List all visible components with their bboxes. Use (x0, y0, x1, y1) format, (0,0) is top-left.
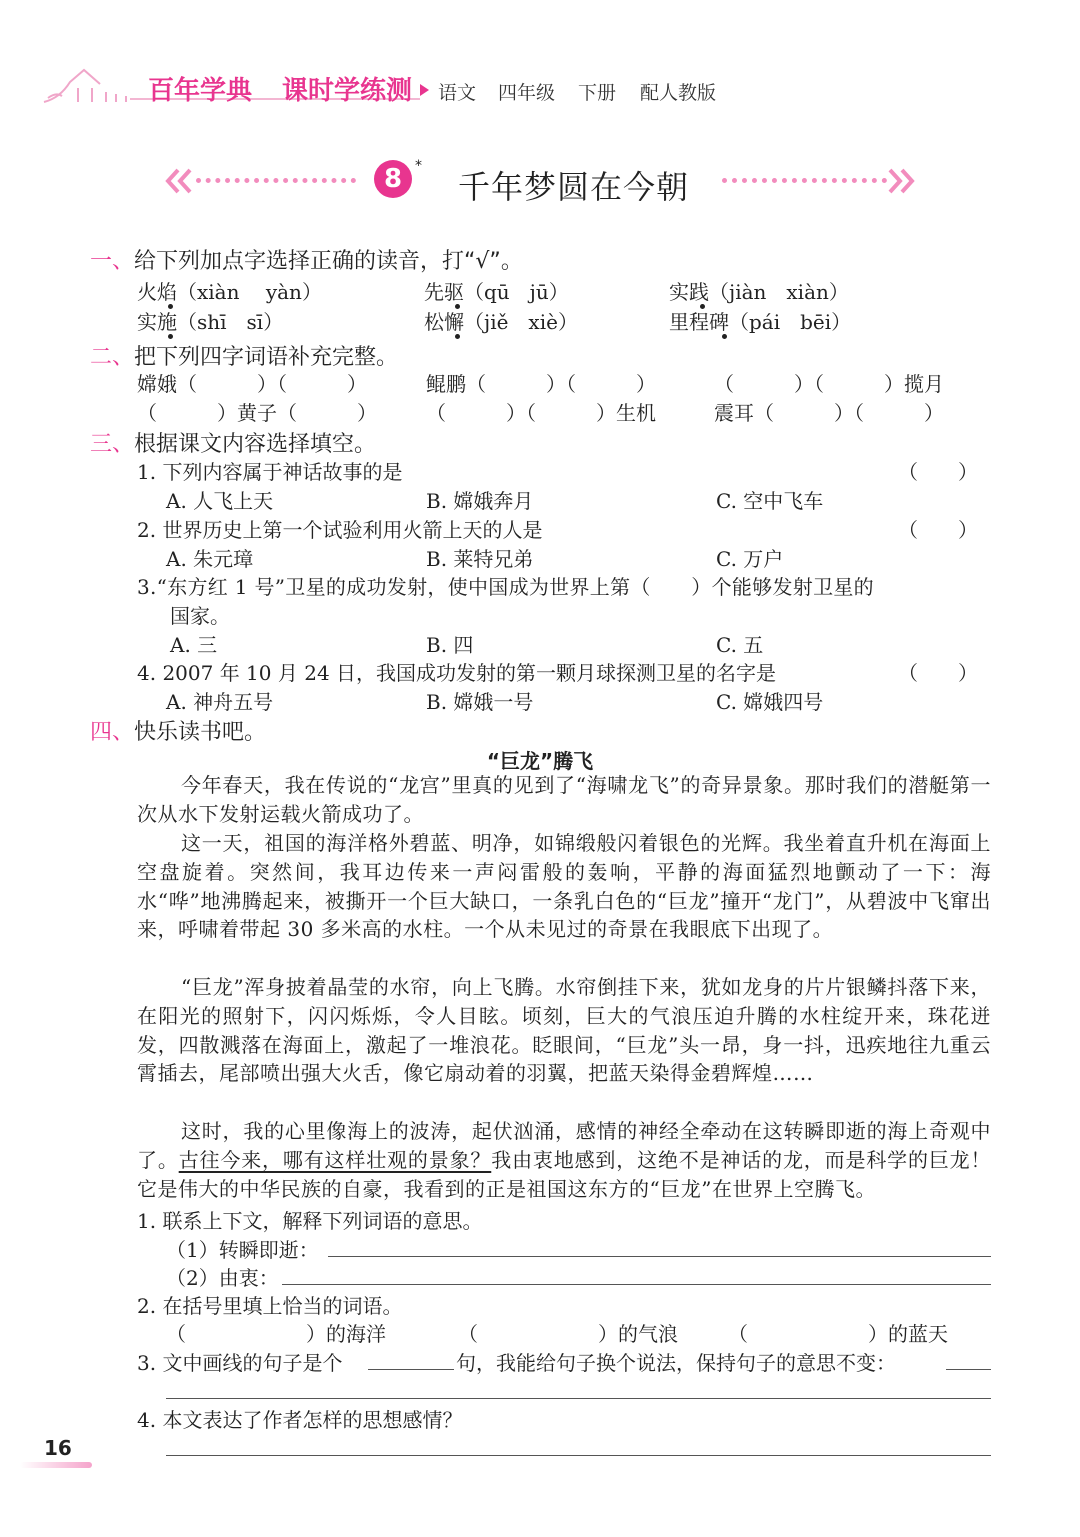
paragraph-text: 我由衷地感到，这绝不是神话的龙，而是科学的巨龙！它是伟大的中华民族的自豪，我看到的正是祖国这东方的“巨龙”在世界上空腾飞。 (137, 1147, 991, 1201)
reading-question-1b: （2）由衷： (166, 1266, 279, 1290)
emphasis-dot (722, 334, 727, 339)
answer-blank[interactable] (368, 1369, 454, 1370)
section-1-heading (90, 244, 523, 275)
lesson-star: * (415, 158, 422, 174)
title-left-dotted-rule (196, 178, 356, 183)
underlined-sentence: 古往今来，哪有这样壮观的景象？ (178, 1147, 492, 1172)
idiom-item-5: （ ）（ ）生机 (426, 401, 656, 425)
choice-question-1: 1. 下列内容属于神话故事的是 (137, 460, 403, 484)
page-number: 16 (44, 1436, 72, 1460)
passage-paragraph-4 (137, 1117, 991, 1205)
fill-blank-1: （ ）的海洋 (166, 1322, 386, 1346)
q2-option-a: A. 朱元璋 (166, 547, 254, 571)
answer-paren: （ ） (898, 460, 978, 484)
choice-question-3-cont: 国家。 (170, 604, 230, 628)
q3-option-b: B. 四 (426, 633, 474, 657)
q3-option-c: C. 五 (716, 633, 764, 657)
q4-option-c: C. 嫦娥四号 (716, 690, 824, 714)
lesson-number-badge: 8 (374, 160, 412, 198)
section-4-heading (90, 715, 266, 746)
paragraph-text: 这一天，祖国的海洋格外碧蓝、明净，如锦缎般闪着银色的光辉。我坐着直升机在海面上空盘旋着。突然间，我耳边传来一声闷雷般的轰响，平静的海面猛烈地颤动了一下：海水“哗”地沸腾起来，被撕开一个巨大缺口，一条乳白色的“巨龙”撞开“龙门”，从碧波中飞窜出来，呼啸着带起 30 多米高的水柱。一个从未见过的奇景在我眼底下出现了。 (137, 831, 991, 942)
title-right-dotted-rule (722, 178, 887, 183)
paragraph-text: 这时，我的心里像海上的波涛，起伏汹涌，感情的神经全牵动在这转瞬即逝的海上奇观中了。 (137, 1119, 991, 1172)
pinyin-item-1: 火焰（xiàn yàn） (137, 280, 322, 304)
q4-option-b: B. 嫦娥一号 (426, 690, 534, 714)
q1-option-a: A. 人飞上天 (166, 489, 274, 513)
header-grade: 四年级 (498, 82, 556, 104)
reading-question-2: 2. 在括号里填上恰当的词语。 (137, 1294, 403, 1318)
section-3-number: 三、 (90, 432, 135, 457)
header-brand-2: 课时学练测 (282, 76, 413, 106)
passage-paragraph-1 (137, 771, 991, 829)
section-3-title: 根据课文内容选择填空。 (134, 432, 377, 457)
pinyin-item-5: 松懈（jiě xiè） (424, 310, 578, 334)
q2-option-c: C. 万户 (716, 547, 784, 571)
answer-line[interactable] (328, 1256, 991, 1257)
q3-option-a: A. 三 (170, 633, 218, 657)
section-1-title: 给下列加点字选择正确的读音，打“√”。 (134, 249, 523, 274)
header-subject: 语文 (438, 82, 477, 104)
paragraph-text: 今年春天，我在传说的“龙宫”里真的见到了“海啸龙飞”的奇异景象。那时我们的潜艇第一次从水下发射运载火箭成功了。 (137, 773, 991, 826)
idiom-item-1: 嫦娥（ ）（ ） (137, 372, 367, 396)
idiom-item-2: 鲲鹏（ ）（ ） (426, 372, 656, 396)
choice-question-2: 2. 世界历史上第一个试验利用火箭上天的人是 (137, 518, 543, 542)
reading-question-1: 1. 联系上下文，解释下列词语的意思。 (137, 1209, 483, 1233)
header-edition: 配人教版 (640, 82, 717, 104)
emphasis-dot (455, 334, 460, 339)
answer-line[interactable] (946, 1369, 991, 1370)
emphasis-dot (168, 304, 173, 309)
reading-question-3: 3. 文中画线的句子是个 (137, 1351, 343, 1375)
pinyin-item-2: 先驱（qū jū） (424, 280, 569, 304)
section-2-heading (90, 340, 398, 371)
answer-line[interactable] (166, 1455, 991, 1456)
paragraph-text: “巨龙”浑身披着晶莹的水帘，向上飞腾。水帘倒挂下来，犹如龙身的片片银鳞抖落下来，在阳光的照射下，闪闪烁烁，令人目眩。顷刻，巨大的气浪压迫升腾的水柱绽开来，珠花迸发，四散溅落在海面上，激起了一堆浪花。眨眼间，“巨龙”头一昂，身一抖，迅疾地往九重云霄插去，尾部喷出强大火舌，像它扇动着的羽翼，把蓝天染得金碧辉煌…… (137, 975, 991, 1086)
reading-question-3-cont: 句，我能给句子换个说法，保持句子的意思不变： (456, 1351, 896, 1375)
q4-option-a: A. 神舟五号 (166, 690, 274, 714)
emphasis-dot (700, 304, 705, 309)
emphasis-dot (455, 304, 460, 309)
pinyin-item-4: 实施（shī sī） (137, 310, 284, 334)
q1-option-b: B. 嫦娥奔月 (426, 489, 534, 513)
header-brand-1: 百年学典 (148, 76, 253, 106)
pinyin-item-6: 里程碑（pái bēi） (669, 310, 852, 334)
passage-title: “巨龙”腾飞 (486, 749, 594, 773)
choice-question-3: 3.“东方红 1 号”卫星的成功发射，使中国成为世界上第（ ）个能够发射卫星的 (137, 575, 874, 599)
section-4-number: 四、 (90, 720, 135, 745)
answer-paren: （ ） (898, 661, 978, 685)
idiom-item-3: （ ）（ ）揽月 (714, 372, 944, 396)
reading-question-4: 4. 本文表达了作者怎样的思想感情？ (137, 1408, 463, 1432)
q2-option-b: B. 莱特兄弟 (426, 547, 534, 571)
answer-line[interactable] (282, 1284, 991, 1285)
choice-question-4: 4. 2007 年 10 月 24 日，我国成功发射的第一颗月球探测卫星的名字是 (137, 661, 777, 685)
pinyin-item-3: 实践（jiàn xiàn） (669, 280, 849, 304)
section-1-number: 一、 (90, 249, 135, 274)
answer-paren: （ ） (898, 518, 978, 542)
section-2-number: 二、 (90, 345, 135, 370)
title-right-chevrons-icon (886, 168, 916, 194)
footer-pink-bar (20, 1462, 92, 1468)
lesson-title: 千年梦圆在今朝 (458, 168, 690, 206)
section-3-heading (90, 427, 376, 458)
reading-question-1a: （1）转瞬即逝： (166, 1238, 319, 1262)
answer-line[interactable] (166, 1398, 991, 1399)
section-4-title: 快乐读书吧。 (134, 720, 267, 745)
header-house-logo (40, 62, 140, 106)
idiom-item-6: 震耳（ ）（ ） (714, 401, 944, 425)
header-volume: 下册 (578, 82, 617, 104)
title-left-chevrons-icon (164, 168, 194, 194)
passage-paragraph-3 (137, 973, 991, 1118)
fill-blank-3: （ ）的蓝天 (728, 1322, 948, 1346)
q1-option-c: C. 空中飞车 (716, 489, 824, 513)
header-arrow-icon (420, 84, 429, 96)
passage-paragraph-2 (137, 829, 991, 974)
section-2-title: 把下列四字词语补充完整。 (134, 345, 399, 370)
fill-blank-2: （ ）的气浪 (458, 1322, 678, 1346)
idiom-item-4: （ ）黄子（ ） (137, 401, 377, 425)
emphasis-dot (168, 334, 173, 339)
